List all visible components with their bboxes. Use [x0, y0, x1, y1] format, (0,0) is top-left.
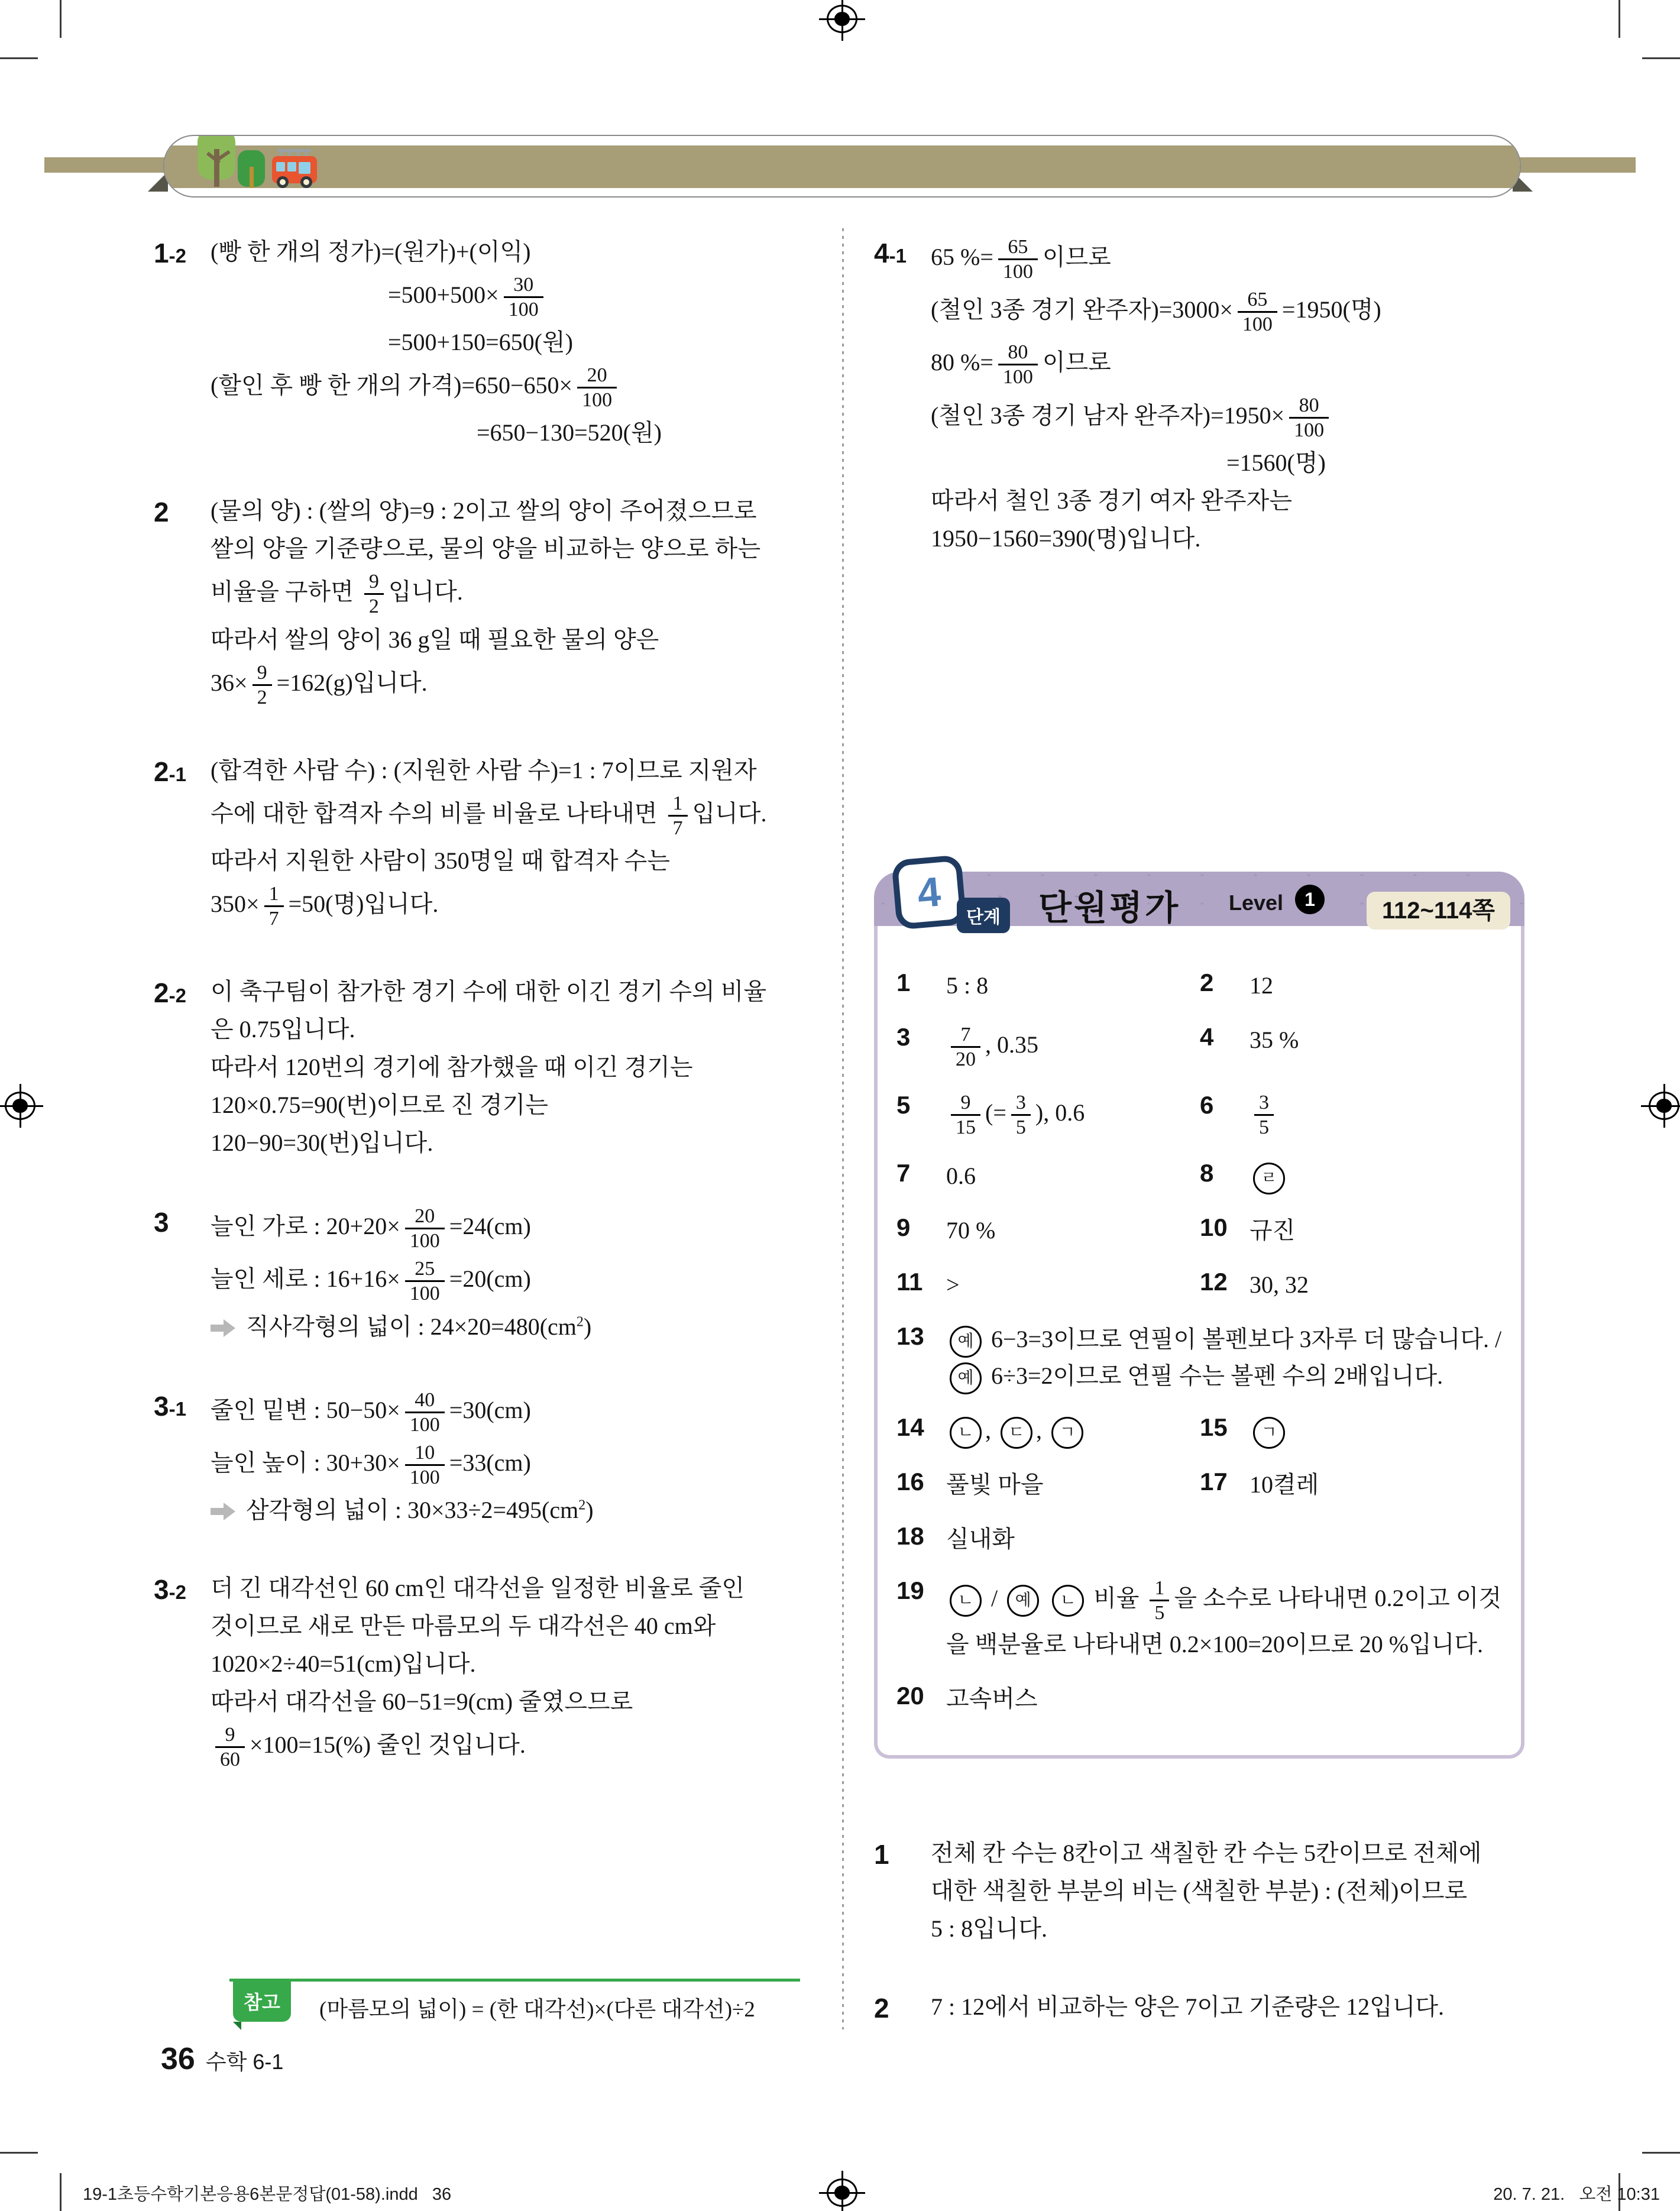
- problem-3-1: [154, 1385, 840, 1530]
- solution-line: $\frac{9}{60}$ ×100=15(%) 줄인 것입니다.: [211, 1722, 840, 1772]
- fraction: $\frac{3}{5}$: [1254, 1091, 1274, 1139]
- problem-body: [931, 232, 1595, 559]
- answer-row: [896, 1022, 1503, 1072]
- answer-body: 12: [1250, 972, 1273, 999]
- step-number: 4: [915, 868, 943, 917]
- answer-item-13: [896, 1321, 1503, 1394]
- answer-number: 15: [1200, 1413, 1228, 1442]
- answer-number: 18: [896, 1522, 924, 1550]
- fraction: $\frac{9}{2}$: [364, 570, 384, 618]
- problem-1: [874, 1833, 1595, 1949]
- solution-line: 1950−1560=390(명)입니다.: [931, 525, 1201, 552]
- circled-char: ㄱ: [1051, 1417, 1083, 1449]
- problem-number: 1-2: [154, 238, 186, 268]
- page-number-block: [161, 2041, 283, 2077]
- solution-line: 늘인 세로 : 16+16× $\frac{25}{100}$ =20(cm): [211, 1258, 531, 1305]
- crop-mark: [0, 57, 38, 59]
- answer-row: [896, 1412, 1503, 1449]
- crop-mark: [1642, 57, 1680, 59]
- answer-row: [896, 1575, 1503, 1662]
- answer-body: 10켤레: [1250, 1471, 1319, 1498]
- answer-row: [896, 1467, 1503, 1503]
- solution-line: 80 %= $\frac{80}{100}$ 이므로: [931, 341, 1111, 389]
- solution-line: 따라서 120번의 경기에 참가했을 때 이긴 경기는: [211, 1054, 693, 1081]
- fraction: $\frac{80}{100}$: [1289, 394, 1329, 442]
- crop-mark: [0, 2152, 38, 2154]
- answer-row: [896, 1212, 1503, 1249]
- level-label: Level: [1229, 891, 1284, 915]
- answer-row: [896, 1681, 1503, 1717]
- solution-line: 줄인 밑변 : 50−50× $\frac{40}{100}$ =30(cm): [211, 1388, 531, 1436]
- circled-char: 예: [950, 1326, 982, 1358]
- solution-line: 5 : 8입니다.: [931, 1915, 1048, 1942]
- fraction: $\frac{30}{100}$: [504, 273, 543, 321]
- circled-char: 예: [950, 1362, 982, 1394]
- answer-body: $\frac{7}{20}$ , 0.35: [946, 1022, 1200, 1072]
- problem-body: [211, 491, 840, 712]
- answer-body: 풀빛 마을: [946, 1471, 1044, 1498]
- problem-2-2: [154, 972, 840, 1163]
- answer-number: 11: [896, 1268, 923, 1296]
- solution-line: 7 : 12에서 비교하는 양은 7이고 기준량은 12입니다.: [931, 1993, 1444, 2020]
- print-filename: 19-1초등수학기본응용6본문정답(01-58).indd 36: [83, 2185, 452, 2204]
- solution-line: 350× $\frac{1}{7}$ =50(명)입니다.: [211, 882, 439, 930]
- answer-number: 16: [896, 1468, 924, 1496]
- answer-number: 1: [896, 969, 911, 996]
- answer-number: 2: [1200, 969, 1214, 996]
- answer-item-1: [896, 967, 1200, 1004]
- problem-2: [154, 491, 840, 712]
- answer-body: 5 : 8: [946, 972, 989, 999]
- answer-item-2: [1200, 967, 1503, 1004]
- crop-mark: [1642, 2152, 1680, 2154]
- fraction: $\frac{20}{100}$: [577, 364, 617, 412]
- problem-body: [211, 232, 840, 453]
- solution-line: 더 긴 대각선인 60 cm인 대각선을 일정한 비율로 줄인: [211, 1574, 745, 1601]
- solution-line: (철인 3종 경기 남자 완주자)=1950× $\frac{80}{100}$: [931, 393, 1595, 443]
- solution-line: 늘인 높이 : 30+30× $\frac{10}{100}$ =33(cm): [211, 1441, 531, 1488]
- unit-assessment-box: [874, 868, 1524, 1759]
- answer-body: $\frac{9}{15}$ (= $\frac{3}{5}$ ), 0.6: [946, 1090, 1200, 1140]
- answer-item-8: [1200, 1158, 1503, 1194]
- bottom-right-column: [874, 1833, 1595, 2067]
- bus-icon: [272, 149, 318, 188]
- solution-line: 따라서 철인 3종 경기 여자 완주자는: [931, 487, 1292, 514]
- problem-1-2: [154, 232, 840, 453]
- solution-line: 수에 대한 합격자 수의 비를 비율로 나타내면 $\frac{1}{7}$ 입니다.: [211, 792, 767, 839]
- banner-strip-right: [1511, 157, 1636, 173]
- solution-line: =500+500× $\frac{30}{100}$: [211, 272, 840, 322]
- solution-line: 직사각형의 넓이 : $24\times 20=480(cm^2)$: [211, 1309, 840, 1345]
- answer-row: [896, 1521, 1503, 1558]
- answer-item-19: [896, 1575, 1503, 1662]
- print-timestamp: 20. 7. 21. 오전 10:31: [1493, 2185, 1660, 2204]
- solution-line: =500+150=650(원): [388, 329, 573, 356]
- answer-item-17: [1200, 1467, 1503, 1503]
- answer-body: ㄴ , ㄷ , ㄱ: [946, 1412, 1200, 1449]
- solution-line: 쌀의 양을 기준량으로, 물의 양을 비교하는 양으로 하는: [211, 535, 761, 562]
- solution-line: 삼각형의 넓이 : $30\times 33\div 2=495(cm^2)$: [211, 1493, 840, 1528]
- problem-2-1: [154, 750, 840, 934]
- fraction: $\frac{1}{7}$: [264, 882, 284, 930]
- solution-line: 120×0.75=90(번)이므로 진 경기는: [211, 1092, 548, 1119]
- registration-mark-icon: [5, 1092, 35, 1120]
- solution-line: 늘인 가로 : 20+20× $\frac{20}{100}$ =24(cm): [211, 1205, 531, 1252]
- problem-number: 2-2: [154, 977, 186, 1009]
- fraction: $\frac{40}{100}$: [405, 1388, 445, 1436]
- problem-number: 2-1: [154, 756, 186, 787]
- problem-body: [211, 972, 840, 1163]
- superscript: 2: [576, 1314, 584, 1330]
- answer-body: 고속버스: [946, 1685, 1038, 1712]
- answer-number: 14: [896, 1413, 924, 1442]
- answer-number: 6: [1200, 1091, 1214, 1119]
- level-number-badge: 1: [1295, 885, 1325, 914]
- answer-item-4: [1200, 1022, 1503, 1072]
- circled-char: ㄴ: [950, 1585, 982, 1617]
- problem-number: 2: [874, 1993, 889, 2024]
- note-tag: 참고: [233, 1982, 291, 2022]
- fraction: $\frac{10}{100}$: [405, 1441, 445, 1489]
- solution-line: 따라서 대각선을 60−51=9(cm) 줄였으므로: [211, 1688, 633, 1715]
- problem-body: [211, 1201, 840, 1346]
- problem-3-2: [154, 1568, 840, 1775]
- answer-row: [896, 1321, 1503, 1394]
- reference-note: [229, 1979, 800, 2031]
- crop-mark: [1619, 0, 1620, 38]
- answer-item-12: [1200, 1267, 1503, 1303]
- answer-number: 8: [1200, 1159, 1214, 1187]
- answer-number: 17: [1200, 1468, 1228, 1496]
- circled-char: ㄴ: [950, 1417, 982, 1449]
- answer-item-10: [1200, 1212, 1503, 1249]
- circled-char: 예: [1007, 1585, 1039, 1617]
- answer-item-16: [896, 1467, 1200, 1503]
- superscript: 2: [578, 1497, 586, 1513]
- solution-line: =1560(명): [1226, 449, 1326, 476]
- answer-body: 실내화: [946, 1526, 1015, 1553]
- answer-body: ㄴ / 예 ㄴ 비율 $\frac{1}{5}$ 을 소수로 나타내면 0.2이고 이것을 백분율로 나타내면 0.2×100=20이므로 20 %입니다.: [946, 1577, 1502, 1658]
- fraction: $\frac{65}{100}$: [998, 235, 1038, 283]
- answer-item-14: [896, 1412, 1200, 1449]
- answer-item-9: [896, 1212, 1200, 1249]
- step-badge: [891, 854, 967, 930]
- fraction: $\frac{3}{5}$: [1011, 1091, 1031, 1139]
- answer-body: 70 %: [946, 1217, 996, 1244]
- solution-line: 은 0.75입니다.: [211, 1016, 355, 1043]
- result-arrow-icon: [211, 1319, 237, 1337]
- answer-body: [1250, 1090, 1503, 1140]
- problem-number: 2: [154, 497, 169, 528]
- answer-item-7: [896, 1158, 1200, 1194]
- problem-body: [211, 1385, 840, 1530]
- page-number: 36: [161, 2042, 195, 2076]
- problem-number: 1: [874, 1839, 889, 1870]
- fraction: $\frac{1}{7}$: [668, 792, 688, 840]
- answer-number: 12: [1200, 1268, 1228, 1296]
- tree-trunk: [250, 167, 254, 188]
- solution-line: (합격한 사람 수) : (지원한 사람 수)=1 : 7이므로 지원자: [211, 756, 757, 784]
- solution-line: 대한 색칠한 부분의 비는 (색칠한 부분) : (전체)이므로: [931, 1877, 1468, 1904]
- assessment-header: [874, 868, 1524, 927]
- circled-char: ㄷ: [1001, 1417, 1032, 1449]
- answer-body: >: [946, 1271, 960, 1299]
- registration-mark-icon: [827, 5, 857, 33]
- problem-body: [931, 1987, 1595, 2029]
- answer-number: 13: [896, 1322, 924, 1351]
- solution-line: 36× $\frac{9}{2}$ =162(g)입니다.: [211, 661, 428, 708]
- column-divider: [842, 228, 844, 2029]
- registration-mark-icon: [1649, 1092, 1679, 1120]
- answer-number: 4: [1200, 1023, 1214, 1051]
- answer-number: 5: [896, 1091, 911, 1119]
- problem-3: [154, 1201, 840, 1346]
- answer-body: 0.6: [946, 1163, 976, 1190]
- fraction: $\frac{9}{60}$: [215, 1723, 245, 1771]
- answer-number: 19: [896, 1576, 924, 1605]
- solution-line: =650−130=520(원): [477, 419, 662, 446]
- step-label: 단계: [957, 898, 1010, 933]
- answer-number: 10: [1200, 1213, 1228, 1242]
- answer-item-3: [896, 1022, 1200, 1072]
- answer-number: 7: [896, 1159, 911, 1187]
- solution-line: 따라서 지원한 사람이 350명일 때 합격자 수는: [211, 847, 670, 874]
- answer-number: 3: [896, 1023, 911, 1051]
- left-column: [154, 232, 840, 1812]
- answer-item-5: [896, 1090, 1200, 1140]
- note-text: (마름모의 넓이) = (한 대각선)×(다른 대각선)÷2: [319, 1998, 755, 2022]
- answer-item-6: [1200, 1090, 1503, 1140]
- solution-line: 이 축구팀이 참가한 경기 수에 대한 이긴 경기 수의 비율: [211, 978, 767, 1005]
- crop-mark: [60, 2173, 61, 2211]
- problem-number: 3: [154, 1207, 169, 1238]
- answer-item-20: [896, 1681, 1503, 1717]
- problem-2: [874, 1987, 1595, 2029]
- fraction: $\frac{7}{20}$: [951, 1023, 980, 1071]
- fraction: $\frac{9}{2}$: [253, 661, 272, 709]
- problem-number: 3-1: [154, 1390, 186, 1422]
- right-column: [874, 232, 1595, 597]
- tree-trunk: [214, 149, 219, 187]
- answer-item-11: [896, 1267, 1200, 1303]
- answer-item-18: [896, 1521, 1503, 1558]
- solution-line: 따라서 쌀의 양이 36 g일 때 필요한 물의 양은: [211, 626, 659, 653]
- circled-char: ㄱ: [1253, 1417, 1285, 1449]
- answer-item-15: [1200, 1412, 1503, 1449]
- answer-row: [896, 967, 1503, 1004]
- problem-4-1: [874, 232, 1595, 559]
- solution-line: (물의 양) : (쌀의 양)=9 : 2이고 쌀의 양이 주어졌으므로: [211, 497, 757, 525]
- fraction: $\frac{25}{100}$: [405, 1257, 445, 1305]
- crop-mark: [60, 0, 61, 38]
- answer-body: 35 %: [1250, 1027, 1299, 1053]
- answer-body: 규진: [1250, 1217, 1296, 1244]
- assessment-answers: [874, 926, 1524, 1759]
- banner-strip-left: [44, 157, 170, 173]
- fraction: $\frac{80}{100}$: [998, 341, 1038, 389]
- banner-road: [164, 145, 1520, 188]
- fraction: $\frac{9}{15}$: [951, 1091, 980, 1139]
- assessment-title: 단원평가: [1038, 889, 1181, 927]
- problem-body: [211, 1568, 840, 1775]
- circled-char: ㄴ: [1052, 1585, 1084, 1617]
- answer-body: 예 6−3=3이므로 연필이 볼펜보다 3자루 더 많습니다. / 예 6÷3=2이므로 연필 수는 볼펜 수의 2배입니다.: [946, 1321, 1503, 1394]
- fraction: $\frac{1}{5}$: [1150, 1576, 1169, 1624]
- solution-line: (빵 한 개의 정가)=(원가)+(이익): [211, 238, 531, 265]
- page-range-tab: 112~114쪽: [1367, 892, 1510, 930]
- answer-row: [896, 1090, 1503, 1140]
- answer-row: [896, 1158, 1503, 1194]
- problem-body: [211, 750, 840, 934]
- answer-body: [1250, 1158, 1503, 1194]
- solution-line: 1020×2÷40=51(cm)입니다.: [211, 1650, 476, 1677]
- solution-line: 65 %= $\frac{65}{100}$ 이므로: [931, 236, 1111, 283]
- problem-number: 3-2: [154, 1574, 186, 1605]
- book-label: 수학 6-1: [205, 2050, 284, 2074]
- answer-number: 9: [896, 1213, 911, 1242]
- solution-line: 비율을 구하면 $\frac{9}{2}$ 입니다.: [211, 571, 463, 618]
- solution-line: 것이므로 새로 만든 마름모의 두 대각선은 40 cm와: [211, 1612, 716, 1639]
- solution-line: (철인 3종 경기 완주자)=3000× $\frac{65}{100}$ =1950(명): [931, 289, 1381, 336]
- result-arrow-icon: [211, 1503, 237, 1520]
- solution-line: 120−90=30(번)입니다.: [211, 1129, 433, 1157]
- answer-body: 30, 32: [1250, 1271, 1309, 1299]
- fraction: $\frac{65}{100}$: [1238, 288, 1277, 336]
- solution-line: (할인 후 빵 한 개의 가격)=650−650× $\frac{20}{100}$: [211, 362, 840, 413]
- answer-number: 20: [896, 1681, 924, 1710]
- problem-body: [931, 1833, 1595, 1949]
- circled-char: ㄹ: [1253, 1163, 1285, 1194]
- fraction: $\frac{20}{100}$: [405, 1205, 445, 1252]
- answer-body: [1250, 1412, 1503, 1449]
- answer-row: [896, 1267, 1503, 1303]
- header-banner: [163, 135, 1521, 198]
- registration-mark-icon: [827, 2178, 857, 2207]
- solution-line: 전체 칸 수는 8칸이고 색칠한 칸 수는 5칸이므로 전체에: [931, 1840, 1482, 1866]
- problem-number: 4-1: [874, 238, 907, 268]
